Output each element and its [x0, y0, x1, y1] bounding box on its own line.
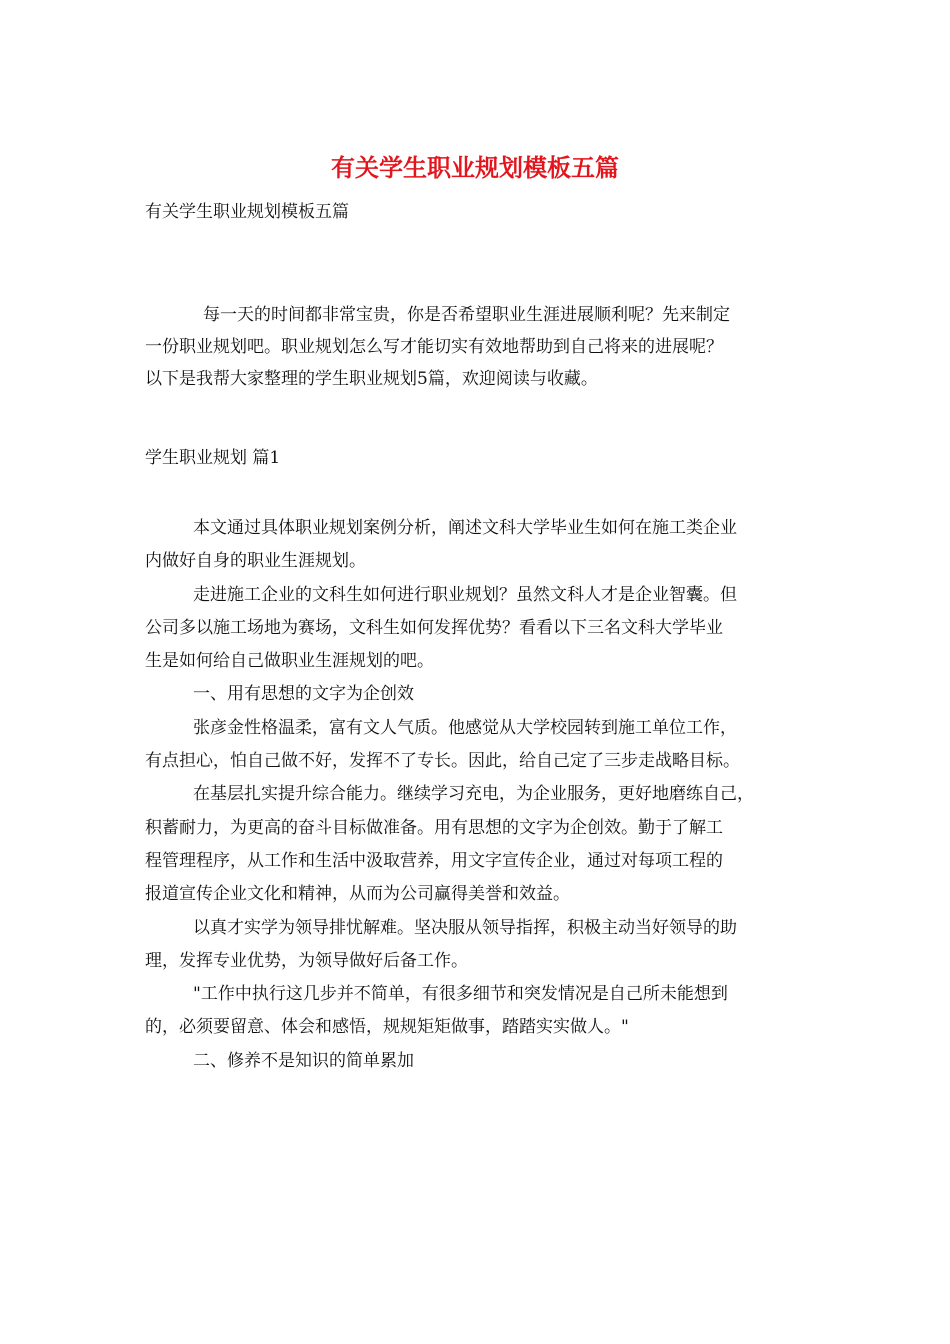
body-line: 理，发挥专业优势，为领导做好后备工作。	[145, 950, 468, 971]
intro-line: 一份职业规划吧。职业规划怎么写才能切实有效地帮助到自己将来的进展呢？	[145, 337, 723, 357]
body-line: 走进施工企业的文科生如何进行职业规划？虽然文科人才是企业智囊。但	[193, 584, 737, 605]
body-line: "工作中执行这几步并不简单，有很多细节和突发情况是自己所未能想到	[193, 984, 728, 1005]
intro-line: 每一天的时间都非常宝贵，你是否希望职业生涯进展顺利呢？先来制定	[203, 305, 730, 325]
body-line: 公司多以施工场地为赛场，文科生如何发挥优势？看看以下三名文科大学毕业	[145, 617, 723, 638]
document-title: 有关学生职业规划模板五篇	[331, 154, 619, 182]
subheading-line: 一、用有思想的文字为企创效	[193, 684, 414, 705]
body-text	[145, 512, 815, 1078]
body-line: 有点担心，怕自己做不好，发挥不了专长。因此，给自己定了三步走战略目标。	[145, 751, 740, 772]
body-line: 本文通过具体职业规划案例分析，阐述文科大学毕业生如何在施工类企业	[193, 518, 737, 538]
intro-line: 以下是我帮大家整理的学生职业规划5篇，欢迎阅读与收藏。	[145, 369, 598, 389]
body-line: 程管理程序，从工作和生活中汲取营养，用文字宣传企业，通过对每项工程的	[145, 850, 723, 871]
body-line: 积蓄耐力，为更高的奋斗目标做准备。用有思想的文字为企创效。勤于了解工	[145, 817, 723, 838]
body-line: 在基层扎实提升综合能力。继续学习充电，为企业服务，更好地磨练自己，	[193, 784, 754, 805]
document-subtitle: 有关学生职业规划模板五篇	[145, 202, 349, 222]
body-line: 生是如何给自己做职业生涯规划的吧。	[145, 651, 434, 672]
section-heading: 学生职业规划 篇1	[145, 448, 281, 468]
body-line: 内做好自身的职业生涯规划。	[145, 551, 366, 572]
body-line: 以真才实学为领导排忧解难。坚决服从领导指挥，积极主动当好领导的助	[193, 917, 737, 938]
body-line: 张彦金性格温柔，富有文人气质。他感觉从大学校园转到施工单位工作，	[193, 717, 737, 738]
body-line: 报道宣传企业文化和精神，从而为公司赢得美誉和效益。	[145, 884, 570, 905]
subheading-line: 二、修养不是知识的简单累加	[193, 1050, 414, 1071]
body-line: 的，必须要留意、体会和感悟，规规矩矩做事，踏踏实实做人。"	[145, 1017, 629, 1038]
intro-paragraph	[145, 299, 815, 395]
